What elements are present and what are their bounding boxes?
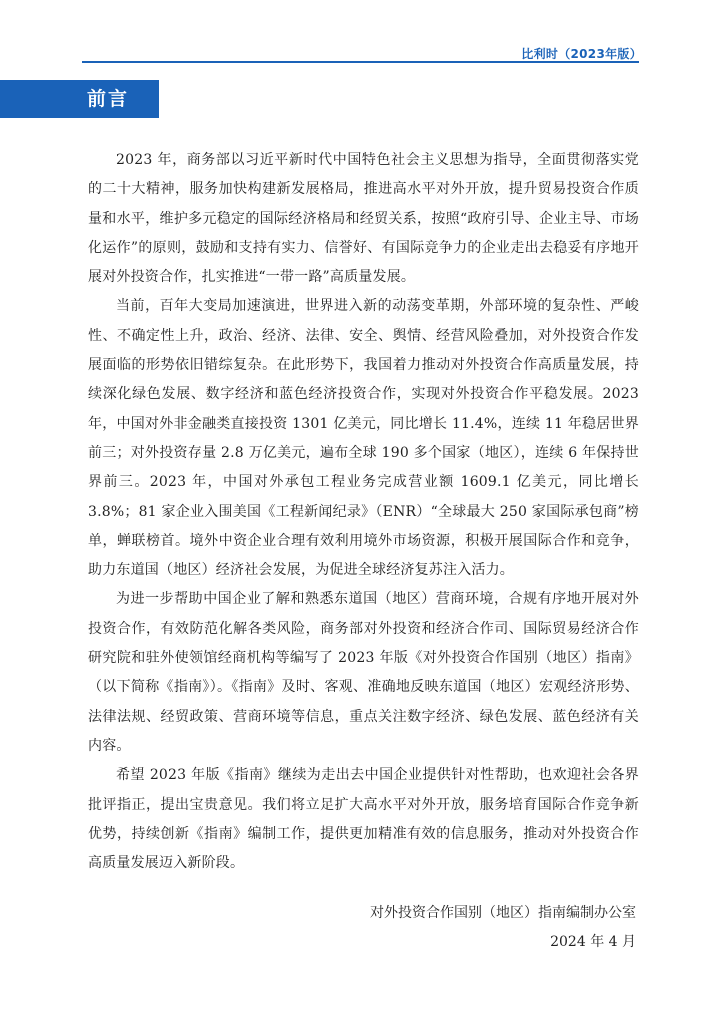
paragraph-4: 希望 2023 年版《指南》继续为走出去中国企业提供针对性帮助，也欢迎社会各界批评指正，提出宝贵意见。我们将立足扩大高水平对外开放，服务培育国际合作竞争新优势，持续创新《指南》编制工作，提供更加精准有效的信息服务，推动对外投资合作高质量发展迈入新阶段。 [88, 767, 639, 872]
signoff-office: 对外投资合作国别（地区）指南编制办公室 [370, 905, 636, 921]
signoff-date: 2024 年 4 月 [550, 934, 636, 950]
paragraph-2: 当前，百年大变局加速演进，世界进入新的动荡变革期，外部环境的复杂性、严峻性、不确定性上升，政治、经济、法律、安全、舆情、经营风险叠加，对外投资合作发展面临的形势依旧错综复杂。在此形势下，我国着力推动对外投资合作高质量发展，持续深化绿色发展、数字经济和蓝色经济投资合作，实现对外投资合作平稳发展。2023 年，中国对外非金融类直接投资 1301 亿美元，同比增长 11.4%，连续 11 年稳居世界前三；对外投资存量 2.8 万亿美元，遍布全球 190 多个国家（地区），连续 6 年保持世界前三。2023 年，中国对外承包工程业务完成营业额 1609.1 亿美元，同比增长 3.8%；81 家企业入围美国《工程新闻纪录》（ENR）“全球最大 250 家国际承包商”榜单，蝉联榜首。境外中资企业合理有效利用境外市场资源，积极开展国际合作和竞争，助力东道国（地区）经济社会发展，为促进全球经济复苏注入活力。 [88, 298, 639, 579]
running-header-title: 比利时（2023年版） [521, 47, 642, 61]
signoff-block [370, 899, 636, 957]
paragraph-3: 为进一步帮助中国企业了解和熟悉东道国（地区）营商环境，合规有序地开展对外投资合作，有效防范化解各类风险，商务部对外投资和经济合作司、国际贸易经济合作研究院和驻外使领馆经商机构等编写了 2023 年版《对外投资合作国别（地区）指南》（以下简称《指南》）。《指南》及时、客观、准确地反映东道国（地区）宏观经济形势、法律法规、经贸政策、营商环境等信息，重点关注数字经济、绿色发展、蓝色经济有关内容。 [88, 591, 639, 754]
section-title: 前言 [87, 88, 130, 110]
header-rule [82, 61, 639, 63]
section-title-band [0, 80, 159, 118]
paragraph-1: 2023 年，商务部以习近平新时代中国特色社会主义思想为指导，全面贯彻落实党的二十大精神，服务加快构建新发展格局，推进高水平对外开放，提升贸易投资合作质量和水平，维护多元稳定的国际经济格局和经贸关系，按照“政府引导、企业主导、市场化运作”的原则，鼓励和支持有实力、信誉好、有国际竞争力的企业走出去稳妥有序地开展对外投资合作，扎实推进“一带一路”高质量发展。 [88, 152, 639, 286]
preface-body [88, 146, 639, 878]
